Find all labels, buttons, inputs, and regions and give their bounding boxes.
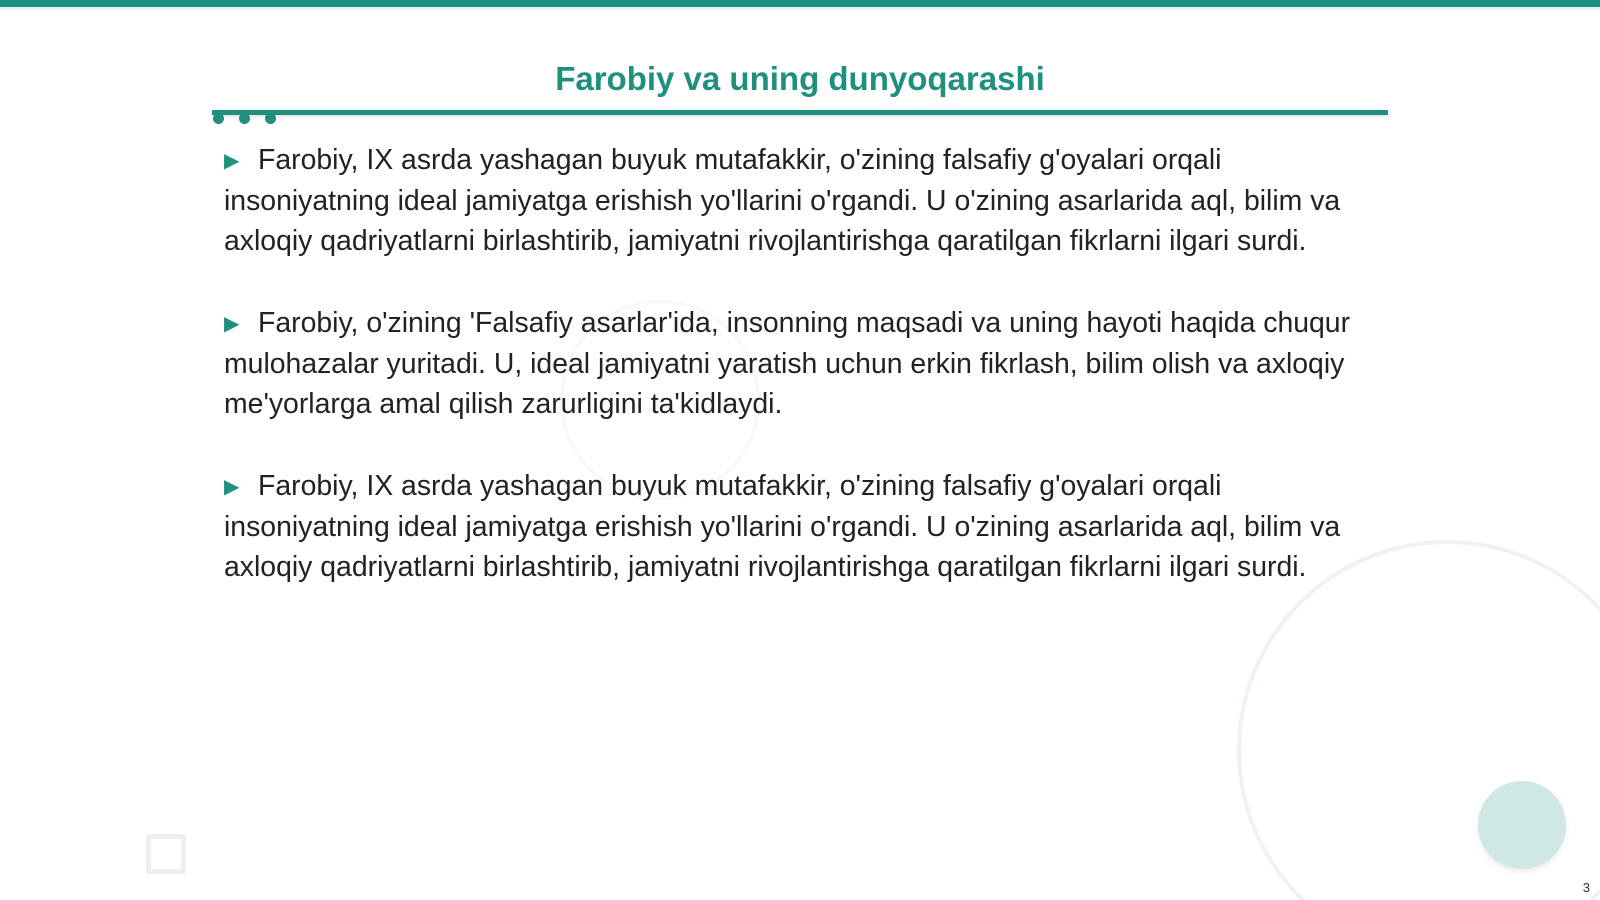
decorative-circle-filled bbox=[1478, 781, 1566, 869]
paragraph-text: Farobiy, IX asrda yashagan buyuk mutafakkir, o'zining falsafiy g'oyalari orqali insoniyatning ideal jamiyatga erishish yo'llarini o'rgandi. U o'zining asarlarida aql, bilim va axloqiy qadriyatlarni birlashtirib, jamiyatni rivojlantirishga qaratilgan fikrlarni ilgari surdi. bbox=[224, 470, 1341, 583]
bullet-paragraph bbox=[224, 140, 1384, 261]
slide-body bbox=[224, 140, 1384, 629]
title-underline bbox=[212, 110, 1388, 115]
bullet-paragraph bbox=[224, 466, 1384, 587]
triangle-bullet-icon: ▶ bbox=[224, 313, 240, 335]
decorative-dot-2 bbox=[239, 113, 250, 124]
decorative-dot-3 bbox=[265, 113, 276, 124]
slide-title: Farobiy va uning dunyoqarashi bbox=[555, 60, 1045, 97]
page-number: 3 bbox=[1582, 880, 1590, 895]
bullet-paragraph bbox=[224, 303, 1384, 424]
top-accent-bar bbox=[0, 0, 1600, 7]
paragraph-text: Farobiy, IX asrda yashagan buyuk mutafakkir, o'zining falsafiy g'oyalari orqali insoniyatning ideal jamiyatga erishish yo'llarini o'rgandi. U o'zining asarlarida aql, bilim va axloqiy qadriyatlarni birlashtirib, jamiyatni rivojlantirishga qaratilgan fikrlarni ilgari surdi. bbox=[224, 144, 1341, 257]
paragraph-text: Farobiy, o'zining 'Falsafiy asarlar'ida, insonning maqsadi va uning hayoti haqida chuqur mulohazalar yuritadi. U, ideal jamiyatni yaratish uchun erkin fikrlash, bilim olish va axloqiy me'yorlarga amal qilish zarurligini ta'kidlaydi. bbox=[224, 307, 1351, 420]
decorative-square bbox=[146, 834, 186, 874]
triangle-bullet-icon: ▶ bbox=[224, 150, 240, 172]
decorative-dot-1 bbox=[213, 113, 224, 124]
triangle-bullet-icon: ▶ bbox=[224, 476, 240, 498]
top-bar-shadow bbox=[0, 7, 1600, 12]
